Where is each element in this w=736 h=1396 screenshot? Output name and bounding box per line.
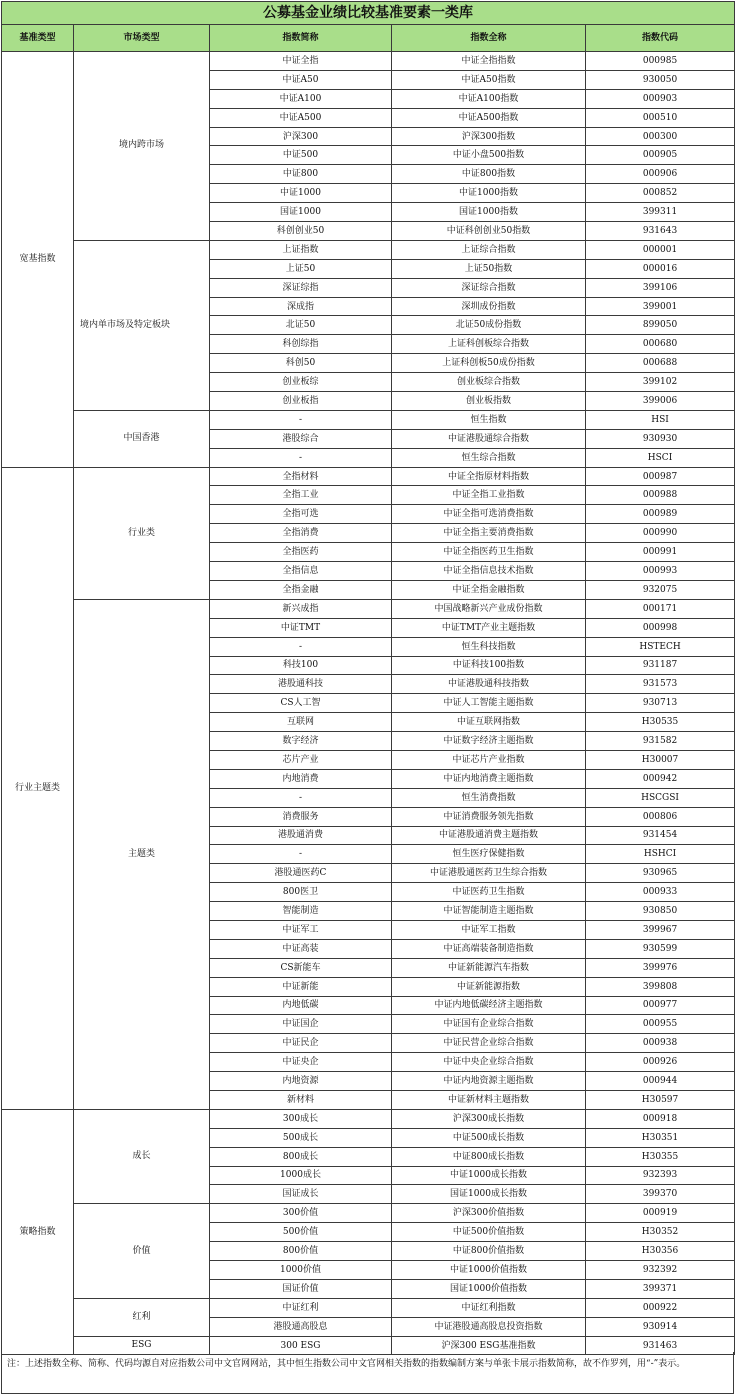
- index-short-name-cell: 消费服务: [210, 807, 392, 826]
- index-code-cell: 000806: [586, 807, 735, 826]
- index-full-name-cell: 中证500成长指数: [392, 1128, 586, 1147]
- index-short-name-cell: 创业板指: [210, 392, 392, 411]
- title-row: [2, 2, 735, 25]
- index-short-name-cell: CS人工智: [210, 694, 392, 713]
- index-full-name-cell: 中证港股通科技指数: [392, 675, 586, 694]
- index-code-cell: 932393: [586, 1166, 735, 1185]
- index-short-name-cell: 500价值: [210, 1223, 392, 1242]
- index-short-name-cell: 中证800: [210, 165, 392, 184]
- table-row: [2, 1109, 735, 1128]
- index-code-cell: HSI: [586, 410, 735, 429]
- table-row: [2, 240, 735, 259]
- index-full-name-cell: 中证全指工业指数: [392, 486, 586, 505]
- index-short-name-cell: 中证红利: [210, 1298, 392, 1317]
- index-full-name-cell: 中证国有企业综合指数: [392, 1015, 586, 1034]
- index-short-name-cell: 800医卫: [210, 883, 392, 902]
- index-code-cell: HSCI: [586, 448, 735, 467]
- index-code-cell: 000942: [586, 769, 735, 788]
- index-full-name-cell: 中证芯片产业指数: [392, 750, 586, 769]
- index-full-name-cell: 中证新能源汽车指数: [392, 958, 586, 977]
- index-full-name-cell: 中证A100指数: [392, 89, 586, 108]
- index-code-cell: H30007: [586, 750, 735, 769]
- index-code-cell: 000944: [586, 1072, 735, 1091]
- index-code-cell: 399106: [586, 278, 735, 297]
- index-full-name-cell: 上证科创板综合指数: [392, 335, 586, 354]
- index-short-name-cell: 科技100: [210, 656, 392, 675]
- index-full-name-cell: 中证小盘500指数: [392, 146, 586, 165]
- index-short-name-cell: 300 ESG: [210, 1336, 392, 1355]
- index-short-name-cell: 中证A100: [210, 89, 392, 108]
- index-code-cell: 000852: [586, 184, 735, 203]
- index-full-name-cell: 深证综合指数: [392, 278, 586, 297]
- index-short-name-cell: 中证500: [210, 146, 392, 165]
- index-code-cell: 000001: [586, 240, 735, 259]
- index-full-name-cell: 中证中央企业综合指数: [392, 1053, 586, 1072]
- index-short-name-cell: 港股通科技: [210, 675, 392, 694]
- index-short-name-cell: 全指金融: [210, 580, 392, 599]
- index-short-name-cell: 800成长: [210, 1147, 392, 1166]
- index-full-name-cell: 中证全指主要消费指数: [392, 524, 586, 543]
- index-short-name-cell: 科创创业50: [210, 222, 392, 241]
- index-short-name-cell: 全指工业: [210, 486, 392, 505]
- index-short-name-cell: 国证价值: [210, 1279, 392, 1298]
- index-code-cell: 000016: [586, 259, 735, 278]
- index-short-name-cell: 中证A500: [210, 108, 392, 127]
- market-type-cell: 境内跨市场: [74, 52, 210, 241]
- index-short-name-cell: 800价值: [210, 1242, 392, 1261]
- index-code-cell: 000991: [586, 543, 735, 562]
- index-full-name-cell: 国证1000成长指数: [392, 1185, 586, 1204]
- index-full-name-cell: 中证1000价值指数: [392, 1261, 586, 1280]
- index-short-name-cell: 深证综指: [210, 278, 392, 297]
- index-short-name-cell: 中证军工: [210, 920, 392, 939]
- index-code-cell: 000998: [586, 618, 735, 637]
- index-full-name-cell: 中证红利指数: [392, 1298, 586, 1317]
- index-code-cell: 000987: [586, 467, 735, 486]
- table-row: [2, 1204, 735, 1223]
- index-code-cell: 399370: [586, 1185, 735, 1204]
- index-short-name-cell: 沪深300: [210, 127, 392, 146]
- market-type-cell: 价值: [74, 1204, 210, 1298]
- index-code-cell: 000955: [586, 1015, 735, 1034]
- index-full-name-cell: 中证内地消费主题指数: [392, 769, 586, 788]
- sheet-title: 公募基金业绩比较基准要素一类库: [2, 2, 735, 25]
- index-short-name-cell: 内地低碳: [210, 996, 392, 1015]
- index-full-name-cell: 中证全指原材料指数: [392, 467, 586, 486]
- index-full-name-cell: 中证军工指数: [392, 920, 586, 939]
- table-row: [2, 410, 735, 429]
- index-full-name-cell: 恒生综合指数: [392, 448, 586, 467]
- index-full-name-cell: 中证港股通高股息投资指数: [392, 1317, 586, 1336]
- index-short-name-cell: 芯片产业: [210, 750, 392, 769]
- index-full-name-cell: 中证A500指数: [392, 108, 586, 127]
- index-code-cell: 931573: [586, 675, 735, 694]
- index-code-cell: 000926: [586, 1053, 735, 1072]
- index-full-name-cell: 中证港股通综合指数: [392, 429, 586, 448]
- index-short-name-cell: 300价值: [210, 1204, 392, 1223]
- index-short-name-cell: 中证高装: [210, 939, 392, 958]
- index-full-name-cell: 中证800价值指数: [392, 1242, 586, 1261]
- index-code-cell: 000977: [586, 996, 735, 1015]
- index-full-name-cell: 中证TMT产业主题指数: [392, 618, 586, 637]
- index-full-name-cell: 中证800指数: [392, 165, 586, 184]
- index-code-cell: 000918: [586, 1109, 735, 1128]
- index-short-name-cell: 中证A50: [210, 70, 392, 89]
- benchmark-type-cell: 行业主题类: [2, 467, 74, 1109]
- index-code-cell: 930850: [586, 902, 735, 921]
- index-short-name-cell: 中证央企: [210, 1053, 392, 1072]
- market-type-cell: 成长: [74, 1109, 210, 1203]
- index-code-cell: 931187: [586, 656, 735, 675]
- index-short-name-cell: 港股通医药C: [210, 864, 392, 883]
- index-full-name-cell: 创业板指数: [392, 392, 586, 411]
- index-full-name-cell: 国证1000价值指数: [392, 1279, 586, 1298]
- index-code-cell: 930930: [586, 429, 735, 448]
- market-type-cell: 红利: [74, 1298, 210, 1336]
- table-row: [2, 599, 735, 618]
- index-short-name-cell: 港股通消费: [210, 826, 392, 845]
- index-full-name-cell: 上证科创板50成份指数: [392, 354, 586, 373]
- index-code-cell: 932075: [586, 580, 735, 599]
- header-index-full-name: 指数全称: [392, 25, 586, 52]
- index-short-name-cell: 科创50: [210, 354, 392, 373]
- index-full-name-cell: 北证50成份指数: [392, 316, 586, 335]
- index-full-name-cell: 中证科技100指数: [392, 656, 586, 675]
- index-code-cell: H30356: [586, 1242, 735, 1261]
- index-code-cell: 000300: [586, 127, 735, 146]
- index-short-name-cell: 全指信息: [210, 562, 392, 581]
- index-code-cell: HSHCI: [586, 845, 735, 864]
- index-short-name-cell: 中证TMT: [210, 618, 392, 637]
- index-code-cell: HSTECH: [586, 637, 735, 656]
- index-code-cell: 931454: [586, 826, 735, 845]
- index-code-cell: 000988: [586, 486, 735, 505]
- index-full-name-cell: 中证智能制造主题指数: [392, 902, 586, 921]
- index-full-name-cell: 中证消费服务领先指数: [392, 807, 586, 826]
- index-short-name-cell: 新材料: [210, 1090, 392, 1109]
- index-full-name-cell: 中证港股通医药卫生综合指数: [392, 864, 586, 883]
- index-full-name-cell: 恒生指数: [392, 410, 586, 429]
- index-full-name-cell: 上证综合指数: [392, 240, 586, 259]
- index-short-name-cell: -: [210, 845, 392, 864]
- benchmark-type-cell: 宽基指数: [2, 52, 74, 468]
- index-full-name-cell: 中证全指金融指数: [392, 580, 586, 599]
- index-code-cell: HSCGSI: [586, 788, 735, 807]
- index-code-cell: 930050: [586, 70, 735, 89]
- index-full-name-cell: 中证高端装备制造指数: [392, 939, 586, 958]
- index-code-cell: 000905: [586, 146, 735, 165]
- index-full-name-cell: 中证互联网指数: [392, 713, 586, 732]
- index-full-name-cell: 中证全指可选消费指数: [392, 505, 586, 524]
- index-full-name-cell: 上证50指数: [392, 259, 586, 278]
- index-short-name-cell: 500成长: [210, 1128, 392, 1147]
- index-code-cell: 000903: [586, 89, 735, 108]
- index-short-name-cell: 内地消费: [210, 769, 392, 788]
- index-code-cell: 930914: [586, 1317, 735, 1336]
- index-full-name-cell: 中证800成长指数: [392, 1147, 586, 1166]
- index-code-cell: H30351: [586, 1128, 735, 1147]
- index-code-cell: 931582: [586, 732, 735, 751]
- benchmark-table: [1, 1, 735, 1355]
- index-full-name-cell: 中证全指医药卫生指数: [392, 543, 586, 562]
- index-short-name-cell: 科创综指: [210, 335, 392, 354]
- index-code-cell: 000510: [586, 108, 735, 127]
- index-full-name-cell: 国证1000指数: [392, 203, 586, 222]
- index-short-name-cell: 北证50: [210, 316, 392, 335]
- index-full-name-cell: 中国战略新兴产业成份指数: [392, 599, 586, 618]
- index-full-name-cell: 中证人工智能主题指数: [392, 694, 586, 713]
- index-short-name-cell: -: [210, 637, 392, 656]
- index-full-name-cell: 创业板综合指数: [392, 373, 586, 392]
- index-code-cell: 000989: [586, 505, 735, 524]
- index-code-cell: 000680: [586, 335, 735, 354]
- index-code-cell: 000688: [586, 354, 735, 373]
- index-code-cell: 930599: [586, 939, 735, 958]
- index-short-name-cell: 港股综合: [210, 429, 392, 448]
- index-short-name-cell: 中证1000: [210, 184, 392, 203]
- index-code-cell: H30355: [586, 1147, 735, 1166]
- index-short-name-cell: 新兴成指: [210, 599, 392, 618]
- index-short-name-cell: 中证全指: [210, 52, 392, 71]
- index-full-name-cell: 中证全指指数: [392, 52, 586, 71]
- index-full-name-cell: 恒生消费指数: [392, 788, 586, 807]
- index-full-name-cell: 深圳成份指数: [392, 297, 586, 316]
- index-full-name-cell: 中证A50指数: [392, 70, 586, 89]
- index-full-name-cell: 中证民营企业综合指数: [392, 1034, 586, 1053]
- index-code-cell: 399808: [586, 977, 735, 996]
- index-code-cell: 000938: [586, 1034, 735, 1053]
- index-code-cell: 000171: [586, 599, 735, 618]
- benchmark-sheet: [1, 1, 734, 1355]
- index-full-name-cell: 中证新能源指数: [392, 977, 586, 996]
- index-code-cell: H30352: [586, 1223, 735, 1242]
- index-full-name-cell: 沪深300成长指数: [392, 1109, 586, 1128]
- footnote: 注：上述指数全称、简称、代码均源自对应指数公司中文官网网站，其中恒生指数公司中文官网相关指数的指数编制方案与单张卡展示指数简称，故不作罗列，用“-”表示。: [1, 1352, 734, 1394]
- table-row: [2, 1298, 735, 1317]
- index-short-name-cell: 中证民企: [210, 1034, 392, 1053]
- index-code-cell: 399006: [586, 392, 735, 411]
- index-short-name-cell: -: [210, 788, 392, 807]
- header-row: [2, 25, 735, 52]
- table-row: [2, 52, 735, 71]
- index-short-name-cell: 1000成长: [210, 1166, 392, 1185]
- index-short-name-cell: -: [210, 448, 392, 467]
- index-short-name-cell: 创业板综: [210, 373, 392, 392]
- index-full-name-cell: 中证科创创业50指数: [392, 222, 586, 241]
- index-code-cell: 931463: [586, 1336, 735, 1355]
- market-type-cell: 行业类: [74, 467, 210, 599]
- market-type-cell: 境内单市场及特定板块: [74, 240, 210, 410]
- index-full-name-cell: 中证内地资源主题指数: [392, 1072, 586, 1091]
- table-row: [2, 467, 735, 486]
- index-code-cell: 399102: [586, 373, 735, 392]
- index-short-name-cell: 全指医药: [210, 543, 392, 562]
- market-type-cell: 中国香港: [74, 410, 210, 467]
- index-code-cell: 399976: [586, 958, 735, 977]
- index-code-cell: H30597: [586, 1090, 735, 1109]
- index-code-cell: 399001: [586, 297, 735, 316]
- index-short-name-cell: 上证50: [210, 259, 392, 278]
- index-code-cell: 000990: [586, 524, 735, 543]
- index-short-name-cell: 1000价值: [210, 1261, 392, 1280]
- index-short-name-cell: 内地资源: [210, 1072, 392, 1091]
- index-full-name-cell: 中证内地低碳经济主题指数: [392, 996, 586, 1015]
- index-code-cell: 000906: [586, 165, 735, 184]
- index-full-name-cell: 中证医药卫生指数: [392, 883, 586, 902]
- index-code-cell: 000985: [586, 52, 735, 71]
- benchmark-type-cell: 策略指数: [2, 1109, 74, 1355]
- index-code-cell: 932392: [586, 1261, 735, 1280]
- index-full-name-cell: 中证1000成长指数: [392, 1166, 586, 1185]
- index-code-cell: 931643: [586, 222, 735, 241]
- index-short-name-cell: 300成长: [210, 1109, 392, 1128]
- index-code-cell: 000922: [586, 1298, 735, 1317]
- index-short-name-cell: 全指消费: [210, 524, 392, 543]
- header-market-type: 市场类型: [74, 25, 210, 52]
- index-full-name-cell: 中证全指信息技术指数: [392, 562, 586, 581]
- index-full-name-cell: 中证1000指数: [392, 184, 586, 203]
- index-short-name-cell: CS新能车: [210, 958, 392, 977]
- index-short-name-cell: 中证国企: [210, 1015, 392, 1034]
- header-index-code: 指数代码: [586, 25, 735, 52]
- index-code-cell: 399371: [586, 1279, 735, 1298]
- index-short-name-cell: 国证成长: [210, 1185, 392, 1204]
- index-short-name-cell: 全指材料: [210, 467, 392, 486]
- index-code-cell: 399311: [586, 203, 735, 222]
- index-short-name-cell: 数字经济: [210, 732, 392, 751]
- index-full-name-cell: 恒生科技指数: [392, 637, 586, 656]
- index-full-name-cell: 中证港股通消费主题指数: [392, 826, 586, 845]
- index-code-cell: 000993: [586, 562, 735, 581]
- index-code-cell: H30535: [586, 713, 735, 732]
- index-code-cell: 930713: [586, 694, 735, 713]
- index-short-name-cell: 港股通高股息: [210, 1317, 392, 1336]
- market-type-cell: ESG: [74, 1336, 210, 1355]
- index-short-name-cell: 上证指数: [210, 240, 392, 259]
- index-full-name-cell: 沪深300指数: [392, 127, 586, 146]
- index-short-name-cell: 智能制造: [210, 902, 392, 921]
- index-full-name-cell: 沪深300 ESG基准指数: [392, 1336, 586, 1355]
- index-short-name-cell: -: [210, 410, 392, 429]
- index-short-name-cell: 全指可选: [210, 505, 392, 524]
- index-short-name-cell: 互联网: [210, 713, 392, 732]
- index-code-cell: 000919: [586, 1204, 735, 1223]
- index-code-cell: 930965: [586, 864, 735, 883]
- header-index-short-name: 指数简称: [210, 25, 392, 52]
- market-type-cell: 主题类: [74, 599, 210, 1109]
- index-code-cell: 899050: [586, 316, 735, 335]
- header-benchmark-type: 基准类型: [2, 25, 74, 52]
- index-code-cell: 399967: [586, 920, 735, 939]
- index-full-name-cell: 中证新材料主题指数: [392, 1090, 586, 1109]
- index-full-name-cell: 沪深300价值指数: [392, 1204, 586, 1223]
- index-code-cell: 000933: [586, 883, 735, 902]
- index-short-name-cell: 深成指: [210, 297, 392, 316]
- index-full-name-cell: 中证500价值指数: [392, 1223, 586, 1242]
- index-short-name-cell: 国证1000: [210, 203, 392, 222]
- index-full-name-cell: 中证数字经济主题指数: [392, 732, 586, 751]
- index-full-name-cell: 恒生医疗保健指数: [392, 845, 586, 864]
- index-short-name-cell: 中证新能: [210, 977, 392, 996]
